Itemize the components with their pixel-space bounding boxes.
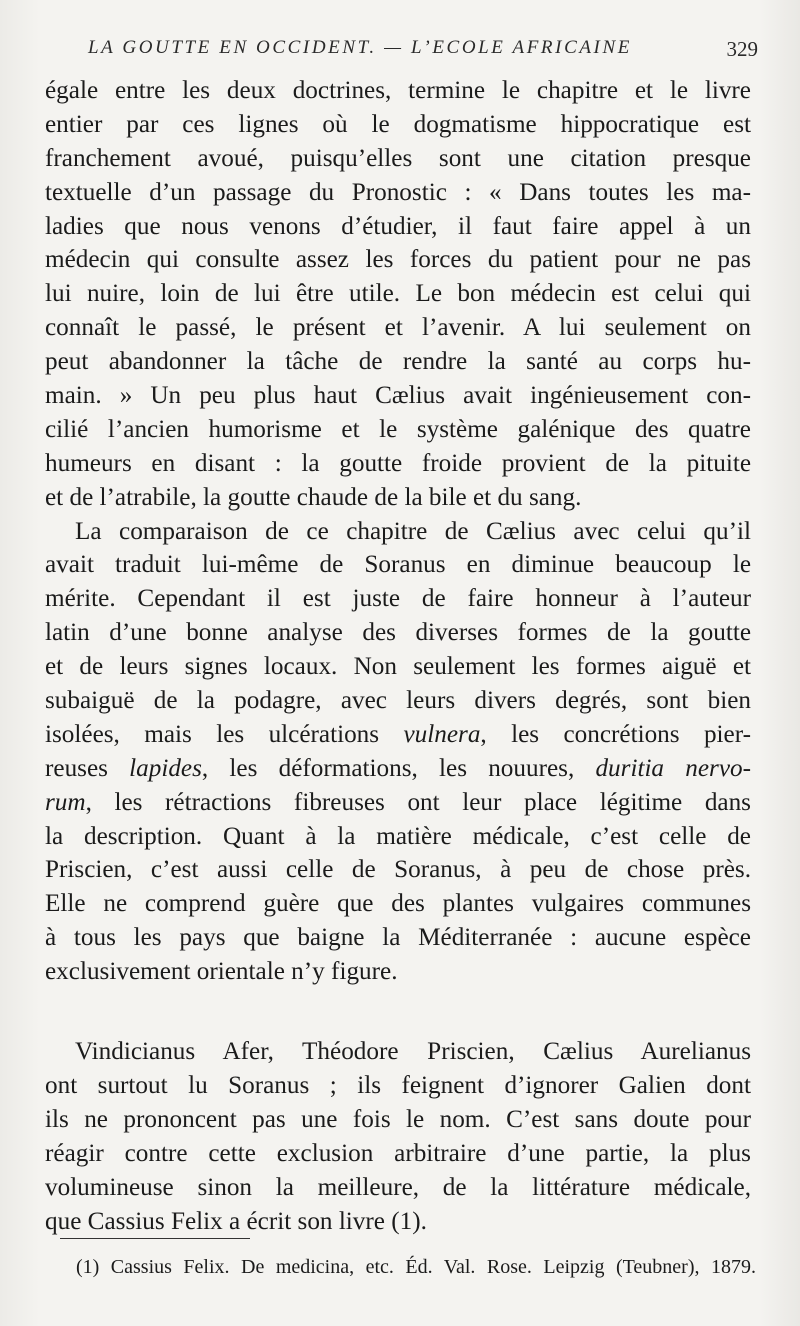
text-line: [45, 752, 751, 786]
text-line: [45, 718, 751, 752]
body-text: [45, 74, 751, 1238]
text-line: lui nuire, loin de lui être utile. Le bon médecin est celui qui: [45, 280, 751, 308]
page-number: 329: [726, 37, 758, 61]
text-line: latin d’une bonne analyse des diverses formes de la goutte: [45, 619, 751, 647]
text-line: ils ne prononcent pas une fois le nom. C’est sans doute pour: [45, 1105, 751, 1133]
text-line: [45, 786, 751, 820]
text-line: et de leurs signes locaux. Non seulement les formes aiguë et: [45, 653, 751, 681]
text-line: la description. Quant à la matière médicale, c’est celle de: [45, 822, 751, 850]
italic-term: vulnera: [403, 720, 481, 748]
text-fragment: , les concrétions pier-: [480, 720, 752, 748]
text-fragment: , les rétractions fibreuses ont leur place légitime dans: [85, 788, 751, 816]
running-head: [88, 33, 758, 63]
footnote: (1) Cassius Felix. De medicina, etc. Éd. Val. Rose. Leipzig (Teubner), 1879.: [76, 1256, 756, 1278]
text-line: volumineuse sinon la meilleure, de la littérature médicale,: [45, 1173, 751, 1201]
text-fragment: , les déformations, les nouures,: [201, 754, 596, 782]
text-line: et de l’atrabile, la goutte chaude de la bile et du sang.: [45, 483, 582, 511]
text-line: exclusivement orientale n’y figure.: [45, 958, 398, 986]
text-line: mérite. Cependant il est juste de faire honneur à l’auteur: [45, 585, 751, 613]
text-line: peut abandonner la tâche de rendre la santé au corps hu-: [45, 348, 751, 376]
text-fragment: isolées, mais les ulcérations: [45, 720, 404, 748]
text-line: franchement avoué, puisqu’elles sont une citation presque: [45, 144, 751, 172]
text-line: que Cassius Felix a écrit son livre (1).: [45, 1207, 427, 1235]
text-line: égale entre les deux doctrines, termine le chapitre et le livre: [45, 77, 751, 104]
text-line: Vindicianus Afer, Théodore Priscien, Cælius Aurelianus: [75, 1038, 751, 1066]
running-title: LA GOUTTE EN OCCIDENT. — L’ECOLE AFRICAINE: [88, 37, 632, 58]
paragraph-3: [45, 1035, 751, 1238]
italic-term: rum: [45, 788, 86, 816]
text-line: ont surtout lu Soranus ; ils feignent d’ignorer Galien dont: [45, 1071, 751, 1099]
text-line: ladies que nous venons d’étudier, il faut faire appel à un: [45, 212, 751, 240]
text-line: subaiguë de la podagre, avec leurs divers degrés, sont bien: [45, 687, 751, 715]
text-fragment: reuses: [45, 754, 130, 782]
text-line: cilié l’ancien humorisme et le système galénique des quatre: [45, 415, 751, 443]
text-line: textuelle d’un passage du Pronostic : « Dans toutes les ma-: [45, 178, 751, 206]
paragraph-1: [45, 74, 751, 515]
text-line: humeurs en disant : la goutte froide provient de la pituite: [45, 449, 751, 477]
paragraph-gap: [45, 989, 751, 1035]
text-line: connaît le passé, le présent et l’avenir. A lui seulement on: [45, 314, 751, 342]
text-line: main. » Un peu plus haut Cælius avait ingénieusement con-: [45, 382, 751, 410]
text-line: entier par ces lignes où le dogmatisme hippocratique est: [45, 110, 751, 138]
text-line: Priscien, c’est aussi celle de Soranus, à peu de chose près.: [45, 856, 751, 884]
text-line: avait traduit lui-même de Soranus en diminue beaucoup le: [45, 551, 751, 579]
text-line: médecin qui consulte assez les forces du patient pour ne pas: [45, 246, 751, 274]
text-line: réagir contre cette exclusion arbitraire d’une partie, la plus: [45, 1139, 751, 1167]
text-line: à tous les pays que baigne la Méditerranée : aucune espèce: [45, 924, 751, 952]
italic-term: duritia nervo-: [595, 754, 751, 782]
text-line: Elle ne comprend guère que des plantes vulgaires communes: [45, 890, 751, 918]
text-line: La comparaison de ce chapitre de Cælius avec celui qu’il: [75, 517, 751, 545]
italic-term: lapides: [129, 754, 202, 782]
paragraph-2: [45, 515, 751, 989]
footnote-rule: [60, 1238, 250, 1239]
